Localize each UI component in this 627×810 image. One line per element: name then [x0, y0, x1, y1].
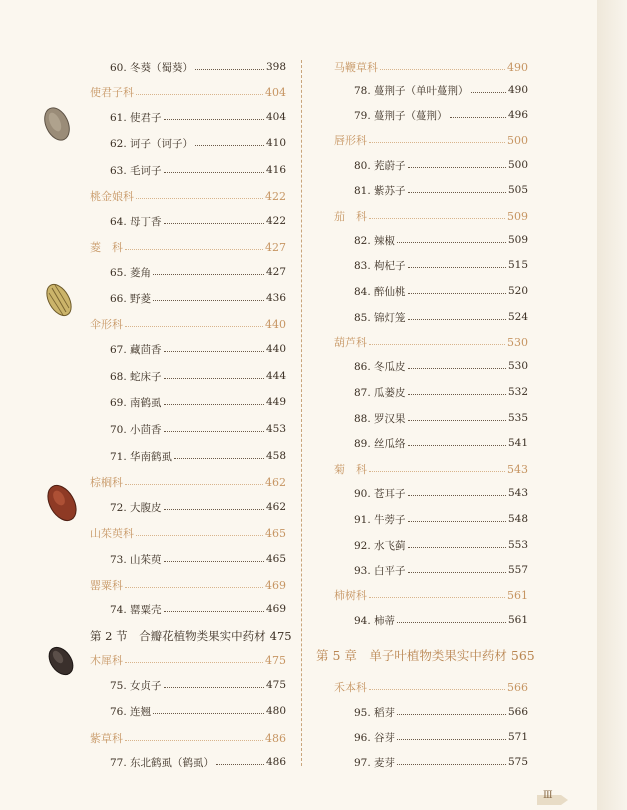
toc-family-label: 使君子科 — [90, 86, 134, 99]
dot-leader — [153, 274, 264, 275]
dot-leader — [397, 764, 506, 765]
toc-item-label: 78. 蔓荆子（单叶蔓荆） — [354, 84, 469, 97]
toc-page-number: 440 — [265, 343, 286, 355]
toc-item-row[interactable] — [90, 290, 286, 306]
toc-item-row[interactable] — [334, 257, 528, 273]
toc-item-row[interactable] — [334, 232, 528, 248]
toc-item-row[interactable] — [90, 703, 286, 719]
toc-item-label: 96. 谷芽 — [354, 731, 396, 744]
toc-item-row[interactable] — [90, 601, 286, 617]
toc-page-number: 541 — [507, 437, 528, 449]
toc-page-number: 500 — [507, 133, 528, 147]
dot-leader — [397, 622, 506, 623]
toc-item-row[interactable] — [334, 157, 528, 173]
toc-item-row[interactable] — [90, 368, 286, 384]
dot-leader — [153, 300, 264, 301]
toc-item-row[interactable] — [334, 410, 528, 426]
toc-item-row[interactable] — [90, 551, 286, 567]
toc-page-number: 410 — [265, 137, 286, 149]
toc-page-number: 543 — [507, 462, 528, 476]
toc-item-row[interactable] — [334, 182, 528, 198]
toc-page-number: 571 — [507, 731, 528, 743]
toc-item-label: 83. 枸杞子 — [354, 259, 406, 272]
toc-family-label: 茄 科 — [334, 210, 367, 223]
toc-family-label: 桃金娘科 — [90, 190, 134, 203]
dot-leader — [369, 218, 505, 219]
toc-page-number: 575 — [507, 756, 528, 768]
toc-item-row[interactable] — [334, 754, 528, 770]
toc-item-label: 81. 紫苏子 — [354, 184, 406, 197]
toc-family-label: 柿树科 — [334, 589, 367, 602]
toc-item-label: 97. 麦芽 — [354, 756, 396, 769]
dot-leader — [408, 368, 506, 369]
toc-page-number: 486 — [265, 756, 286, 768]
dot-leader — [397, 714, 506, 715]
toc-page-number: 404 — [265, 111, 286, 123]
toc-item-label: 84. 醉仙桃 — [354, 285, 406, 298]
toc-page-number: 548 — [507, 513, 528, 525]
toc-item-label: 66. 野菱 — [110, 292, 152, 305]
dot-leader — [408, 319, 506, 320]
dot-leader — [125, 326, 263, 327]
dot-leader — [408, 521, 506, 522]
toc-page-number: 530 — [507, 360, 528, 372]
dot-leader — [408, 293, 506, 294]
toc-page-number: 453 — [265, 423, 286, 435]
toc-item-row[interactable] — [334, 537, 528, 553]
toc-page-number: 440 — [265, 317, 286, 331]
toc-page-number: 416 — [265, 164, 286, 176]
toc-family-row[interactable] — [90, 239, 286, 255]
toc-item-label: 89. 丝瓜络 — [354, 437, 406, 450]
toc-page-number: 462 — [265, 501, 286, 513]
toc-item-row[interactable] — [90, 162, 286, 178]
dot-leader — [164, 611, 264, 612]
toc-family-label: 罂粟科 — [90, 579, 123, 592]
toc-family-row[interactable] — [90, 730, 286, 746]
toc-page-number: 422 — [265, 215, 286, 227]
toc-page-number: 524 — [507, 311, 528, 323]
dot-leader — [471, 92, 506, 93]
dot-leader — [136, 535, 263, 536]
dot-leader — [369, 142, 505, 143]
toc-item-label: 65. 菱角 — [110, 266, 152, 279]
dot-leader — [164, 509, 264, 510]
toc-item-label: 61. 使君子 — [110, 111, 162, 124]
toc-page-number: 427 — [265, 240, 286, 254]
toc-page-number: 469 — [265, 578, 286, 592]
footer-page-marker — [537, 791, 569, 803]
toc-item-row[interactable] — [334, 309, 528, 325]
toc-page-number: 557 — [507, 564, 528, 576]
toc-page-number: 462 — [265, 475, 286, 489]
toc-item-row[interactable] — [334, 562, 528, 578]
toc-page-number: 520 — [507, 285, 528, 297]
toc-item-label: 86. 冬瓜皮 — [354, 360, 406, 373]
dot-leader — [408, 547, 506, 548]
dot-leader — [397, 739, 506, 740]
toc-item-row[interactable] — [90, 421, 286, 437]
toc-item-label: 67. 藏茴香 — [110, 343, 162, 356]
toc-chapter-row[interactable] — [316, 647, 535, 663]
toc-item-label: 87. 瓜蒌皮 — [354, 386, 406, 399]
dot-leader — [380, 69, 505, 70]
toc-page-number: 480 — [265, 705, 286, 717]
dot-leader — [164, 431, 264, 432]
seed-ribbed-yellow-icon — [42, 280, 76, 320]
toc-page-number: 553 — [507, 539, 528, 551]
seed-dark-oval-icon — [44, 642, 78, 680]
toc-page-number: 515 — [507, 259, 528, 271]
toc-item-row[interactable] — [334, 107, 528, 123]
toc-item-row[interactable] — [90, 341, 286, 357]
toc-item-label: 63. 毛诃子 — [110, 164, 162, 177]
dot-leader — [408, 495, 506, 496]
toc-item-row[interactable] — [90, 59, 286, 75]
dot-leader — [153, 713, 264, 714]
toc-page-number: 458 — [265, 450, 286, 462]
dot-leader — [174, 458, 264, 459]
toc-family-row[interactable] — [90, 474, 286, 490]
toc-page-number: 475 — [269, 629, 292, 643]
toc-item-label: 94. 柿蒂 — [354, 614, 396, 627]
toc-family-label: 葫芦科 — [334, 336, 367, 349]
dot-leader — [195, 69, 264, 70]
toc-item-row[interactable] — [90, 448, 286, 464]
toc-family-row[interactable] — [334, 59, 528, 75]
toc-item-row[interactable] — [334, 612, 528, 628]
toc-item-label: 88. 罗汉果 — [354, 412, 406, 425]
toc-family-row[interactable] — [90, 188, 286, 204]
toc-family-label: 马鞭草科 — [334, 61, 378, 74]
toc-item-row[interactable] — [90, 754, 286, 770]
dot-leader — [164, 378, 264, 379]
toc-item-label: 69. 南鹤虱 — [110, 396, 162, 409]
toc-item-label: 80. 茺蔚子 — [354, 159, 406, 172]
toc-family-row[interactable] — [334, 587, 528, 603]
toc-family-row[interactable] — [90, 316, 286, 332]
toc-family-label: 紫草科 — [90, 732, 123, 745]
toc-family-row[interactable] — [334, 461, 528, 477]
page-edge — [597, 0, 627, 810]
toc-page-number: 449 — [265, 396, 286, 408]
toc-item-label: 82. 辣椒 — [354, 234, 396, 247]
toc-family-label: 唇形科 — [334, 134, 367, 147]
toc-page-number: 436 — [265, 292, 286, 304]
toc-page-number: 496 — [507, 109, 528, 121]
toc-item-label: 71. 华南鹤虱 — [110, 450, 173, 463]
toc-family-label: 伞形科 — [90, 318, 123, 331]
toc-item-label: 92. 水飞蓟 — [354, 539, 406, 552]
toc-page-number: 404 — [265, 85, 286, 99]
toc-item-row[interactable] — [334, 704, 528, 720]
toc-section-label: 第 2 节 合瓣花植物类果实中药材 — [90, 629, 266, 643]
toc-page-number: 490 — [507, 60, 528, 74]
toc-page-number: 427 — [265, 266, 286, 278]
dot-leader — [369, 597, 505, 598]
toc-family-row[interactable] — [90, 577, 286, 593]
dot-leader — [216, 764, 264, 765]
toc-page-number: 543 — [507, 487, 528, 499]
dot-leader — [450, 117, 506, 118]
toc-page-number: 469 — [265, 603, 286, 615]
toc-item-label: 70. 小茴香 — [110, 423, 162, 436]
dot-leader — [369, 689, 505, 690]
toc-family-row[interactable] — [334, 334, 528, 350]
toc-family-row[interactable] — [334, 132, 528, 148]
toc-page-number: 566 — [507, 706, 528, 718]
toc-item-label: 85. 锦灯笼 — [354, 311, 406, 324]
dot-leader — [136, 94, 263, 95]
toc-item-label: 91. 牛蒡子 — [354, 513, 406, 526]
toc-item-label: 73. 山茱萸 — [110, 553, 162, 566]
dot-leader — [125, 587, 263, 588]
dot-leader — [369, 344, 505, 345]
toc-item-label: 74. 罂粟壳 — [110, 603, 162, 616]
toc-item-row[interactable] — [334, 283, 528, 299]
toc-item-label: 72. 大腹皮 — [110, 501, 162, 514]
toc-page-number: 422 — [265, 189, 286, 203]
toc-item-row[interactable] — [90, 677, 286, 693]
toc-page-number: 566 — [507, 680, 528, 694]
toc-item-row[interactable] — [334, 729, 528, 745]
toc-item-row[interactable] — [334, 358, 528, 374]
dot-leader — [408, 572, 506, 573]
toc-page-number: 490 — [507, 84, 528, 96]
dot-leader — [408, 394, 506, 395]
toc-item-row[interactable] — [334, 82, 528, 98]
dot-leader — [408, 192, 506, 193]
dot-leader — [164, 561, 264, 562]
dot-leader — [125, 484, 263, 485]
toc-item-row[interactable] — [90, 135, 286, 151]
dot-leader — [125, 740, 263, 741]
toc-family-label: 木犀科 — [90, 654, 123, 667]
toc-item-label: 79. 蔓荆子（蔓荆） — [354, 109, 448, 122]
toc-item-label: 62. 诃子（诃子） — [110, 137, 194, 150]
toc-page-number: 565 — [510, 647, 535, 663]
toc-family-row[interactable] — [90, 84, 286, 100]
toc-item-label: 77. 东北鹤虱（鹤虱） — [110, 756, 215, 769]
dot-leader — [164, 223, 264, 224]
toc-item-label: 75. 女贞子 — [110, 679, 162, 692]
toc-page-number: 509 — [507, 234, 528, 246]
dot-leader — [125, 249, 263, 250]
page-marker-text: Ⅲ — [543, 790, 553, 801]
toc-item-row[interactable] — [334, 485, 528, 501]
toc-page-number: 486 — [265, 731, 286, 745]
dot-leader — [408, 167, 506, 168]
dot-leader — [125, 662, 263, 663]
toc-item-label: 95. 稻芽 — [354, 706, 396, 719]
dot-leader — [164, 119, 264, 120]
toc-item-row[interactable] — [334, 435, 528, 451]
toc-item-label: 90. 苍耳子 — [354, 487, 406, 500]
toc-family-row[interactable] — [90, 525, 286, 541]
toc-item-row[interactable] — [90, 109, 286, 125]
toc-item-row[interactable] — [334, 384, 528, 400]
toc-item-label: 76. 连翘 — [110, 705, 152, 718]
toc-page-number: 561 — [507, 614, 528, 626]
toc-family-label: 菱 科 — [90, 241, 123, 254]
toc-page-number: 465 — [265, 526, 286, 540]
dot-leader — [408, 445, 506, 446]
toc-item-label: 60. 冬葵（蜀葵） — [110, 61, 194, 74]
dot-leader — [164, 687, 264, 688]
toc-page-number: 444 — [265, 370, 286, 382]
toc-item-row[interactable] — [90, 499, 286, 515]
toc-page-number: 561 — [507, 588, 528, 602]
toc-family-label: 菊 科 — [334, 463, 367, 476]
toc-page-number: 465 — [265, 553, 286, 565]
toc-page-number: 500 — [507, 159, 528, 171]
dot-leader — [408, 420, 506, 421]
dot-leader — [195, 145, 264, 146]
dot-leader — [164, 351, 264, 352]
toc-family-label: 禾本科 — [334, 681, 367, 694]
toc-page-number: 505 — [507, 184, 528, 196]
dot-leader — [369, 471, 505, 472]
dot-leader — [408, 267, 506, 268]
seed-oval-grey-icon — [40, 104, 74, 144]
toc-chapter-label: 第 5 章 单子叶植物类果实中药材 — [316, 648, 507, 663]
toc-item-label: 93. 白平子 — [354, 564, 406, 577]
toc-item-row[interactable] — [90, 394, 286, 410]
toc-item-row[interactable] — [90, 213, 286, 229]
toc-page-number: 398 — [265, 61, 286, 73]
page-tab-icon — [537, 794, 569, 806]
dot-leader — [136, 198, 263, 199]
dot-leader — [164, 172, 264, 173]
toc-item-row[interactable] — [90, 264, 286, 280]
toc-family-row[interactable] — [90, 652, 286, 668]
toc-page-number: 530 — [507, 335, 528, 349]
toc-page-number: 535 — [507, 412, 528, 424]
toc-family-row[interactable] — [334, 679, 528, 695]
dot-leader — [397, 242, 506, 243]
toc-item-row[interactable] — [334, 511, 528, 527]
toc-section-row[interactable] — [90, 628, 292, 644]
toc-item-label: 68. 蛇床子 — [110, 370, 162, 383]
toc-page-number: 532 — [507, 386, 528, 398]
column-divider — [301, 60, 302, 766]
dot-leader — [164, 404, 264, 405]
toc-page-number: 509 — [507, 209, 528, 223]
toc-page-number: 475 — [265, 653, 286, 667]
toc-family-row[interactable] — [334, 208, 528, 224]
toc-page-number: 475 — [265, 679, 286, 691]
toc-family-label: 棕榈科 — [90, 476, 123, 489]
fruit-red-icon — [42, 480, 82, 526]
toc-family-label: 山茱萸科 — [90, 527, 134, 540]
toc-item-label: 64. 母丁香 — [110, 215, 162, 228]
